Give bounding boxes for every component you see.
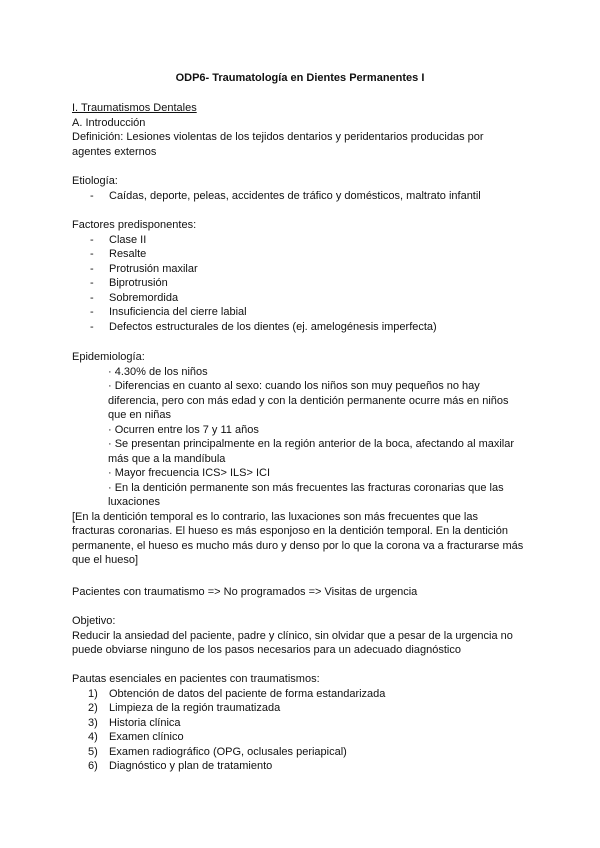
list-item: - Protrusión maxilar <box>72 262 532 277</box>
epi-line: diferencia, pero con más edad y con la dentición permanente ocurre más en niños <box>108 394 509 407</box>
list-text: Obtención de datos del paciente de forma estandarizada <box>109 687 386 700</box>
epi-line: · Ocurren entre los 7 y 11 años <box>108 423 259 436</box>
list-item <box>72 759 532 774</box>
epi-note-line: [En la dentición temporal es lo contrario, las luxaciones son más frecuentes que las <box>72 510 478 523</box>
list-item: - Sobremordida <box>72 291 532 306</box>
epi-line: más que a la mandíbula <box>108 452 226 465</box>
list-text: Historia clínica <box>109 716 181 729</box>
list-text: Examen radiográfico (OPG, oclusales periapical) <box>109 745 347 758</box>
objetivo-line: puede obviarse ninguno de los pasos necesarios para un adecuado diagnóstico <box>72 644 461 656</box>
pacientes-text: Pacientes con traumatismo => No programados => Visitas de urgencia <box>72 586 418 598</box>
list-text: Diagnóstico y plan de tratamiento <box>109 760 273 772</box>
list-number: 4) <box>88 731 98 743</box>
pautas-section <box>72 672 532 774</box>
definition-line-2: agentes externos <box>72 145 157 158</box>
pautas-list <box>72 687 532 774</box>
list-item <box>72 730 532 745</box>
factores-heading: Factores predisponentes: <box>72 219 197 231</box>
list-item <box>72 687 532 702</box>
pautas-heading: Pautas esenciales en pacientes con traumatismos: <box>72 673 320 685</box>
list-item: - Insuficiencia del cierre labial <box>72 305 532 320</box>
etiologia-heading: Etiología: <box>72 175 118 187</box>
list-number: 2) <box>88 702 98 714</box>
epidemiologia-section <box>72 350 542 568</box>
list-item: - Defectos estructurales de los dientes (ej. amelogénesis imperfecta) <box>72 320 532 335</box>
list-item: - Resalte <box>72 247 532 262</box>
list-item: - Clase II <box>72 233 532 248</box>
epi-line: luxaciones <box>108 496 160 508</box>
epidemiologia-heading: Epidemiología: <box>72 351 145 363</box>
pacientes-line <box>72 585 532 600</box>
objetivo-heading: Objetivo: <box>72 615 116 627</box>
epi-line: · Se presentan principalmente en la región anterior de la boca, afectando al maxilar <box>108 438 515 450</box>
epi-note-line: fracturas coronarias. El hueso es más esponjoso en la dentición temporal. En la dentición <box>72 525 508 537</box>
list-number: 1) <box>88 687 98 700</box>
subsection-heading: A. Introducción <box>72 116 146 129</box>
definition-line-1: Definición: Lesiones violentas de los tejidos dentarios y peridentarios producidas por <box>72 131 484 143</box>
etiologia-section <box>72 174 532 203</box>
list-text: Examen clínico <box>109 731 184 743</box>
objetivo-section <box>72 614 542 658</box>
epi-note-line: permanente, el hueso es mucho más duro y denso por lo que la corona va a fracturarse más <box>72 539 524 552</box>
etiologia-list <box>72 189 532 204</box>
objetivo-line: Reducir la ansiedad del paciente, padre y clínico, sin olvidar que a pesar de la urgencia no <box>72 629 513 642</box>
factores-section <box>72 218 532 334</box>
epi-line: · En la dentición permanente son más frecuentes las fracturas coronarias que las <box>108 481 504 494</box>
epi-line: que en niñas <box>108 409 171 421</box>
list-text: Limpieza de la región traumatizada <box>109 702 281 714</box>
document-title: ODP6- Traumatología en Dientes Permanentes I <box>175 72 425 84</box>
list-item: - Biprotrusión <box>72 276 532 291</box>
epi-line: · Mayor frecuencia ICS> ILS> ICI <box>108 467 271 479</box>
list-item <box>72 745 532 760</box>
epi-line: · 4.30% de los niños <box>108 365 208 378</box>
list-item <box>72 701 532 716</box>
list-number: 5) <box>88 745 98 758</box>
list-item <box>72 716 532 731</box>
intro-section <box>72 101 532 159</box>
epi-note-line: que el hueso] <box>72 554 139 566</box>
section-heading: I. Traumatismos Dentales <box>72 102 197 114</box>
epi-line: · Diferencias en cuanto al sexo: cuando los niños son muy pequeños no hay <box>108 380 480 392</box>
list-number: 3) <box>88 716 98 729</box>
list-item: - Caídas, deporte, peleas, accidentes de tráfico y domésticos, maltrato infantil <box>72 189 532 204</box>
factores-list <box>72 233 532 335</box>
list-number: 6) <box>88 760 98 772</box>
